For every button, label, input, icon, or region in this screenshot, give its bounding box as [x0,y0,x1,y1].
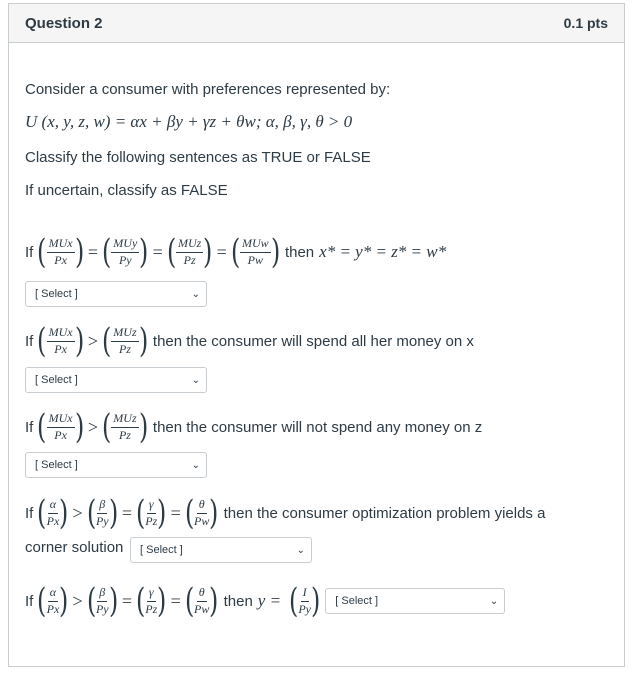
fraction-muz-pz: $\frac{\text{MUz}}{Pz}$ [113,325,137,356]
statement-3: If ( $\frac{\text{MUx}}{Px}$ ) > ( $\frac{\text{MUz}}{Pz}$ ) then the consumer will not spend any money on z [25,407,483,447]
chevron-down-icon: ⌄ [489,595,499,607]
instruction-line: Classify the following sentences as TRUE or FALSE [25,149,371,166]
statement-5: If ( $\frac{\alpha}{Px}$ ) > ( $\frac{\beta}{Py}$ ) = ( $\frac{\gamma}{Pz}$ ) = ( $\frac{\theta}{Pw}$ ) then y = ( $\frac{I}{Py}$ ) [ Select ] ⌄ [25,584,505,618]
question-title: Question 2 [25,14,103,32]
statement-4-if: If [25,504,34,522]
fraction-muz-pz: $\frac{\text{MUz}}{Pz}$ [177,236,202,267]
fraction-theta-pw: $\frac{\theta}{Pw}$ [193,585,210,616]
question-card [8,3,625,667]
statement-5-if: If [25,592,34,610]
chevron-down-icon: ⌄ [191,374,200,386]
statement-4-select[interactable]: [ Select ] ⌄ [130,537,312,563]
statement-2-if: If [25,332,34,350]
question-header [9,4,624,43]
fraction-gamma-pz: $\frac{\gamma}{Pz}$ [145,497,158,528]
statement-1: If ( $\frac{\text{MUx}}{Px}$ ) = ( $\frac{\text{MUy}}{Py}$ ) = ( $\frac{\text{MUz}}{Pz}$ ) = ( $\frac{\text{MUw}}{Pw}$ ) then x* = y* = z* = w* [25,232,447,272]
utility-function: U (x, y, z, w) = αx + βy + γz + θw; α, β, γ, θ > 0 [25,112,353,131]
fraction-mux-px: $\frac{\text{MUx}}{Px}$ [48,236,73,267]
uncertainty-note: If uncertain, classify as FALSE [25,182,228,199]
fraction-alpha-px: $\frac{\alpha}{Px}$ [46,497,60,528]
statement-1-select[interactable]: [ Select ] ⌄ [25,281,207,307]
statement-5-select[interactable]: [ Select ] ⌄ [325,588,505,614]
fraction-beta-py: $\frac{\beta}{Py}$ [95,497,109,528]
statement-1-then: then [284,243,315,261]
fraction-mux-px: $\frac{\text{MUx}}{Px}$ [48,411,73,442]
statement-2-conclusion: then the consumer will spend all her money on x [152,332,474,350]
statement-5-conclusion: y = [257,591,282,610]
statement-5-then: then [223,592,253,610]
chevron-down-icon: ⌄ [191,288,200,300]
fraction-theta-pw: $\frac{\theta}{Pw}$ [193,497,210,528]
chevron-down-icon: ⌄ [296,544,305,556]
fraction-beta-py: $\frac{\beta}{Py}$ [95,585,109,616]
question-points: 0.1 pts [563,15,608,31]
fraction-muz-pz: $\frac{\text{MUz}}{Pz}$ [113,411,137,442]
statement-2-select[interactable]: [ Select ] ⌄ [25,367,207,393]
fraction-muw-pw: $\frac{\text{MUw}}{Pw}$ [242,236,269,267]
chevron-down-icon: ⌄ [191,459,200,471]
statement-4-corner-solution: corner solution [25,539,124,556]
statement-4-continuation [25,539,123,556]
intro-line: Consider a consumer with preferences represented by: [25,81,391,98]
statement-3-select[interactable]: [ Select ] ⌄ [25,452,207,478]
statement-4: If ( $\frac{\alpha}{Px}$ ) > ( $\frac{\beta}{Py}$ ) = ( $\frac{\gamma}{Pz}$ ) = ( $\frac{\theta}{Pw}$ ) then the consumer optimization problem yields a [25,493,546,533]
statement-3-if: If [25,418,34,436]
fraction-income-py: $\frac{I}{Py}$ [298,585,311,616]
statement-2: If ( $\frac{\text{MUx}}{Px}$ ) > ( $\frac{\text{MUz}}{Pz}$ ) then the consumer will spend all her money on x [25,321,474,361]
statement-4-conclusion: then the consumer optimization problem yields a [223,504,546,522]
statement-1-conclusion: x* = y* = z* = w* [319,242,447,261]
fraction-muy-py: $\frac{\text{MUy}}{Py}$ [113,236,138,267]
statement-1-if: If [25,243,34,261]
fraction-alpha-px: $\frac{\alpha}{Px}$ [46,585,60,616]
fraction-mux-px: $\frac{\text{MUx}}{Px}$ [48,325,73,356]
fraction-gamma-pz: $\frac{\gamma}{Pz}$ [145,585,158,616]
statement-3-conclusion: then the consumer will not spend any money on z [152,418,483,436]
